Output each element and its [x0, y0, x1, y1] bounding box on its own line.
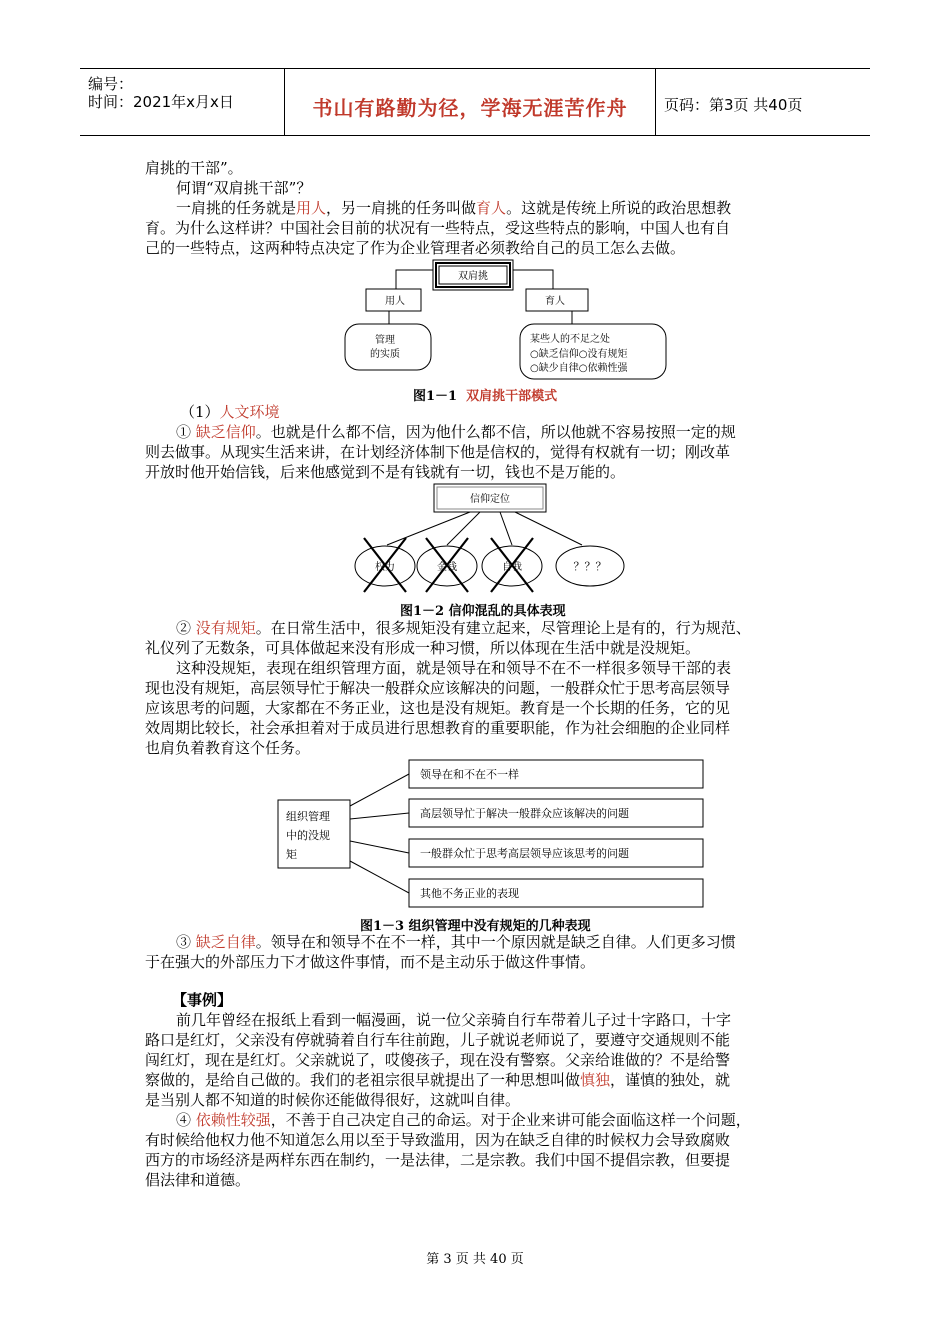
- paragraph-line: 路口是红灯，父亲没有停就骑着自行车往前跑，儿子就说老师说了，要遵守交通规则不能: [145, 1031, 731, 1049]
- paragraph-line: 现也没有规矩，高层领导忙于解决一般群众应该解决的问题，一般群众忙于思考高层领导: [145, 679, 731, 697]
- fig3-item-3: 一般群众忙于思考高层领导应该思考的问题: [420, 847, 629, 860]
- paragraph-line: 则去做事。从现实生活来讲，在计划经济体制下他是信权的，觉得有权就有一切；刚改革: [145, 443, 731, 461]
- section-heading: （1）人文环境: [180, 403, 280, 421]
- fig2-top-label: 信仰定位: [470, 494, 510, 505]
- figure-1-diagram: [340, 256, 680, 384]
- paragraph-line: 育。为什么这样讲？中国社会目前的状况有一些特点，受这些特点的影响，中国人也有自: [145, 219, 731, 237]
- page-footer: 第 3 页 共 40 页: [426, 1252, 524, 1267]
- paragraph-line: 肩挑的干部”。: [145, 159, 243, 177]
- fig2-oval-power: 权力: [375, 562, 395, 573]
- paragraph-line: 一肩挑的任务就是用人，另一肩挑的任务叫做育人。这就是传统上所说的政治思想教: [176, 199, 732, 217]
- paragraph-line: 于在强大的外部压力下才做这件事情，而不是主动乐于做这件事情。: [145, 953, 596, 971]
- paragraph-line: 己的一些特点，这两种特点决定了作为企业管理者必须教给自己的员工怎么去做。: [145, 239, 686, 257]
- fig1-rb-line1: 某些人的不足之处: [530, 334, 610, 345]
- paragraph-line: 闯红灯，现在是红灯。父亲就说了，哎傻孩子，现在没有警察。父亲给谁做的？不是给警: [145, 1051, 731, 1069]
- paragraph-line: 效周期比较长，社会承担着对于成员进行思想教育的重要职能，作为社会细胞的企业同样: [145, 719, 731, 737]
- paragraph-line: 何谓“双肩挑干部”？: [176, 179, 312, 197]
- paragraph-line: 是当别人都不知道的时候你还能做得很好，这就叫自律。: [145, 1091, 521, 1109]
- paragraph-line: 西方的市场经济是两样东西在制约，一是法律，二是宗教。我们中国不提倡宗教，但要提: [145, 1151, 731, 1169]
- header-motto: 书山有路勤为径，学海无涯苦作舟: [312, 96, 628, 120]
- figure-2-caption: 图1－2 信仰混乱的具体表现: [400, 604, 566, 619]
- paragraph-line: ① 缺乏信仰。也就是什么都不信，因为他什么都不信，所以他就不容易按照一定的规: [176, 423, 736, 441]
- fig1-rb-line2: ○缺乏信仰○没有规矩: [530, 349, 628, 360]
- doc-time-label: 时间：2021年x月x日: [88, 93, 234, 111]
- fig3-left-line3: 矩: [286, 848, 297, 861]
- paragraph-line: 察做的，是给自己做的。我们的老祖宗很早就提出了一种思想叫做慎独，谨慎的独处，就: [145, 1071, 731, 1089]
- page-header: [80, 68, 870, 136]
- fig2-oval-unknown: ？？？: [573, 560, 607, 573]
- paragraph-line: 也肩负着教育这个任务。: [145, 739, 311, 757]
- header-page-label: 页码：第3页 共40页: [664, 96, 803, 114]
- paragraph-line: 这种没规矩，表现在组织管理方面，就是领导在和领导不在不一样很多领导干部的表: [176, 659, 732, 677]
- figure-1-caption: 图1－1 双肩挑干部模式: [413, 389, 558, 404]
- paragraph-line: ② 没有规矩。在日常生活中，很多规矩没有建立起来，尽管理论上是有的，行为规范、: [176, 619, 751, 637]
- fig2-oval-self: 自我: [502, 562, 522, 573]
- fig1-top-label: 双肩挑: [458, 271, 488, 282]
- paragraph-line: 应该思考的问题，大家都在不务正业，这也是没有规矩。教育是一个长期的任务，它的见: [145, 699, 731, 717]
- fig3-item-4: 其他不务正业的表现: [420, 887, 519, 900]
- fig3-item-2: 高层领导忙于解决一般群众应该解决的问题: [420, 807, 629, 820]
- header-info-cell: [80, 69, 285, 135]
- example-heading: 【事例】: [172, 991, 233, 1009]
- figure-2-diagram: [350, 480, 640, 592]
- paragraph-line: ③ 缺乏自律。领导在和领导不在不一样，其中一个原因就是缺乏自律。人们更多习惯: [176, 933, 736, 951]
- fig1-lb-line2: 的实质: [370, 349, 400, 360]
- keyword-yuren: 育人: [476, 199, 507, 217]
- paragraph-line: ④ 依赖性较强，不善于自己决定自己的命运。对于企业来讲可能会面临这样一个问题，: [176, 1111, 751, 1129]
- paragraph-line: 倡法律和道德。: [145, 1171, 251, 1189]
- paragraph-line: 前几年曾经在报纸上看到一幅漫画，说一位父亲骑自行车带着儿子过十字路口，十字: [176, 1011, 732, 1029]
- figure-3-diagram: [270, 756, 710, 912]
- paragraph-line: 开放时他开始信钱，后来他感觉到不是有钱就有一切，钱也不是万能的。: [145, 463, 626, 481]
- fig3-item-1: 领导在和不在不一样: [420, 768, 519, 781]
- fig1-lb-line1: 管理: [375, 335, 395, 346]
- fig1-left-label: 用人: [385, 296, 405, 307]
- paragraph-line: 有时候给他权力他不知道怎么用以至于导致滥用，因为在缺乏自律的时候权力会导致腐败: [145, 1131, 731, 1149]
- header-page-cell: [656, 69, 870, 135]
- keyword-yongren: 用人: [296, 199, 327, 217]
- fig3-left-line2: 中的没规: [286, 829, 330, 842]
- paragraph-line: 礼仪列了无数条，可具体做起来没有形成一种习惯，所以体现在生活中就是没规矩。: [145, 639, 701, 657]
- fig1-rb-line3: ○缺少自律○依赖性强: [530, 363, 628, 374]
- fig3-left-line1: 组织管理: [286, 810, 330, 823]
- figure-3-caption: 图1－3 组织管理中没有规矩的几种表现: [360, 919, 591, 934]
- fig2-oval-money: 金钱: [437, 562, 457, 573]
- doc-number-label: 编号：: [88, 75, 134, 93]
- header-motto-cell: [285, 69, 656, 135]
- fig1-right-label: 育人: [545, 296, 565, 307]
